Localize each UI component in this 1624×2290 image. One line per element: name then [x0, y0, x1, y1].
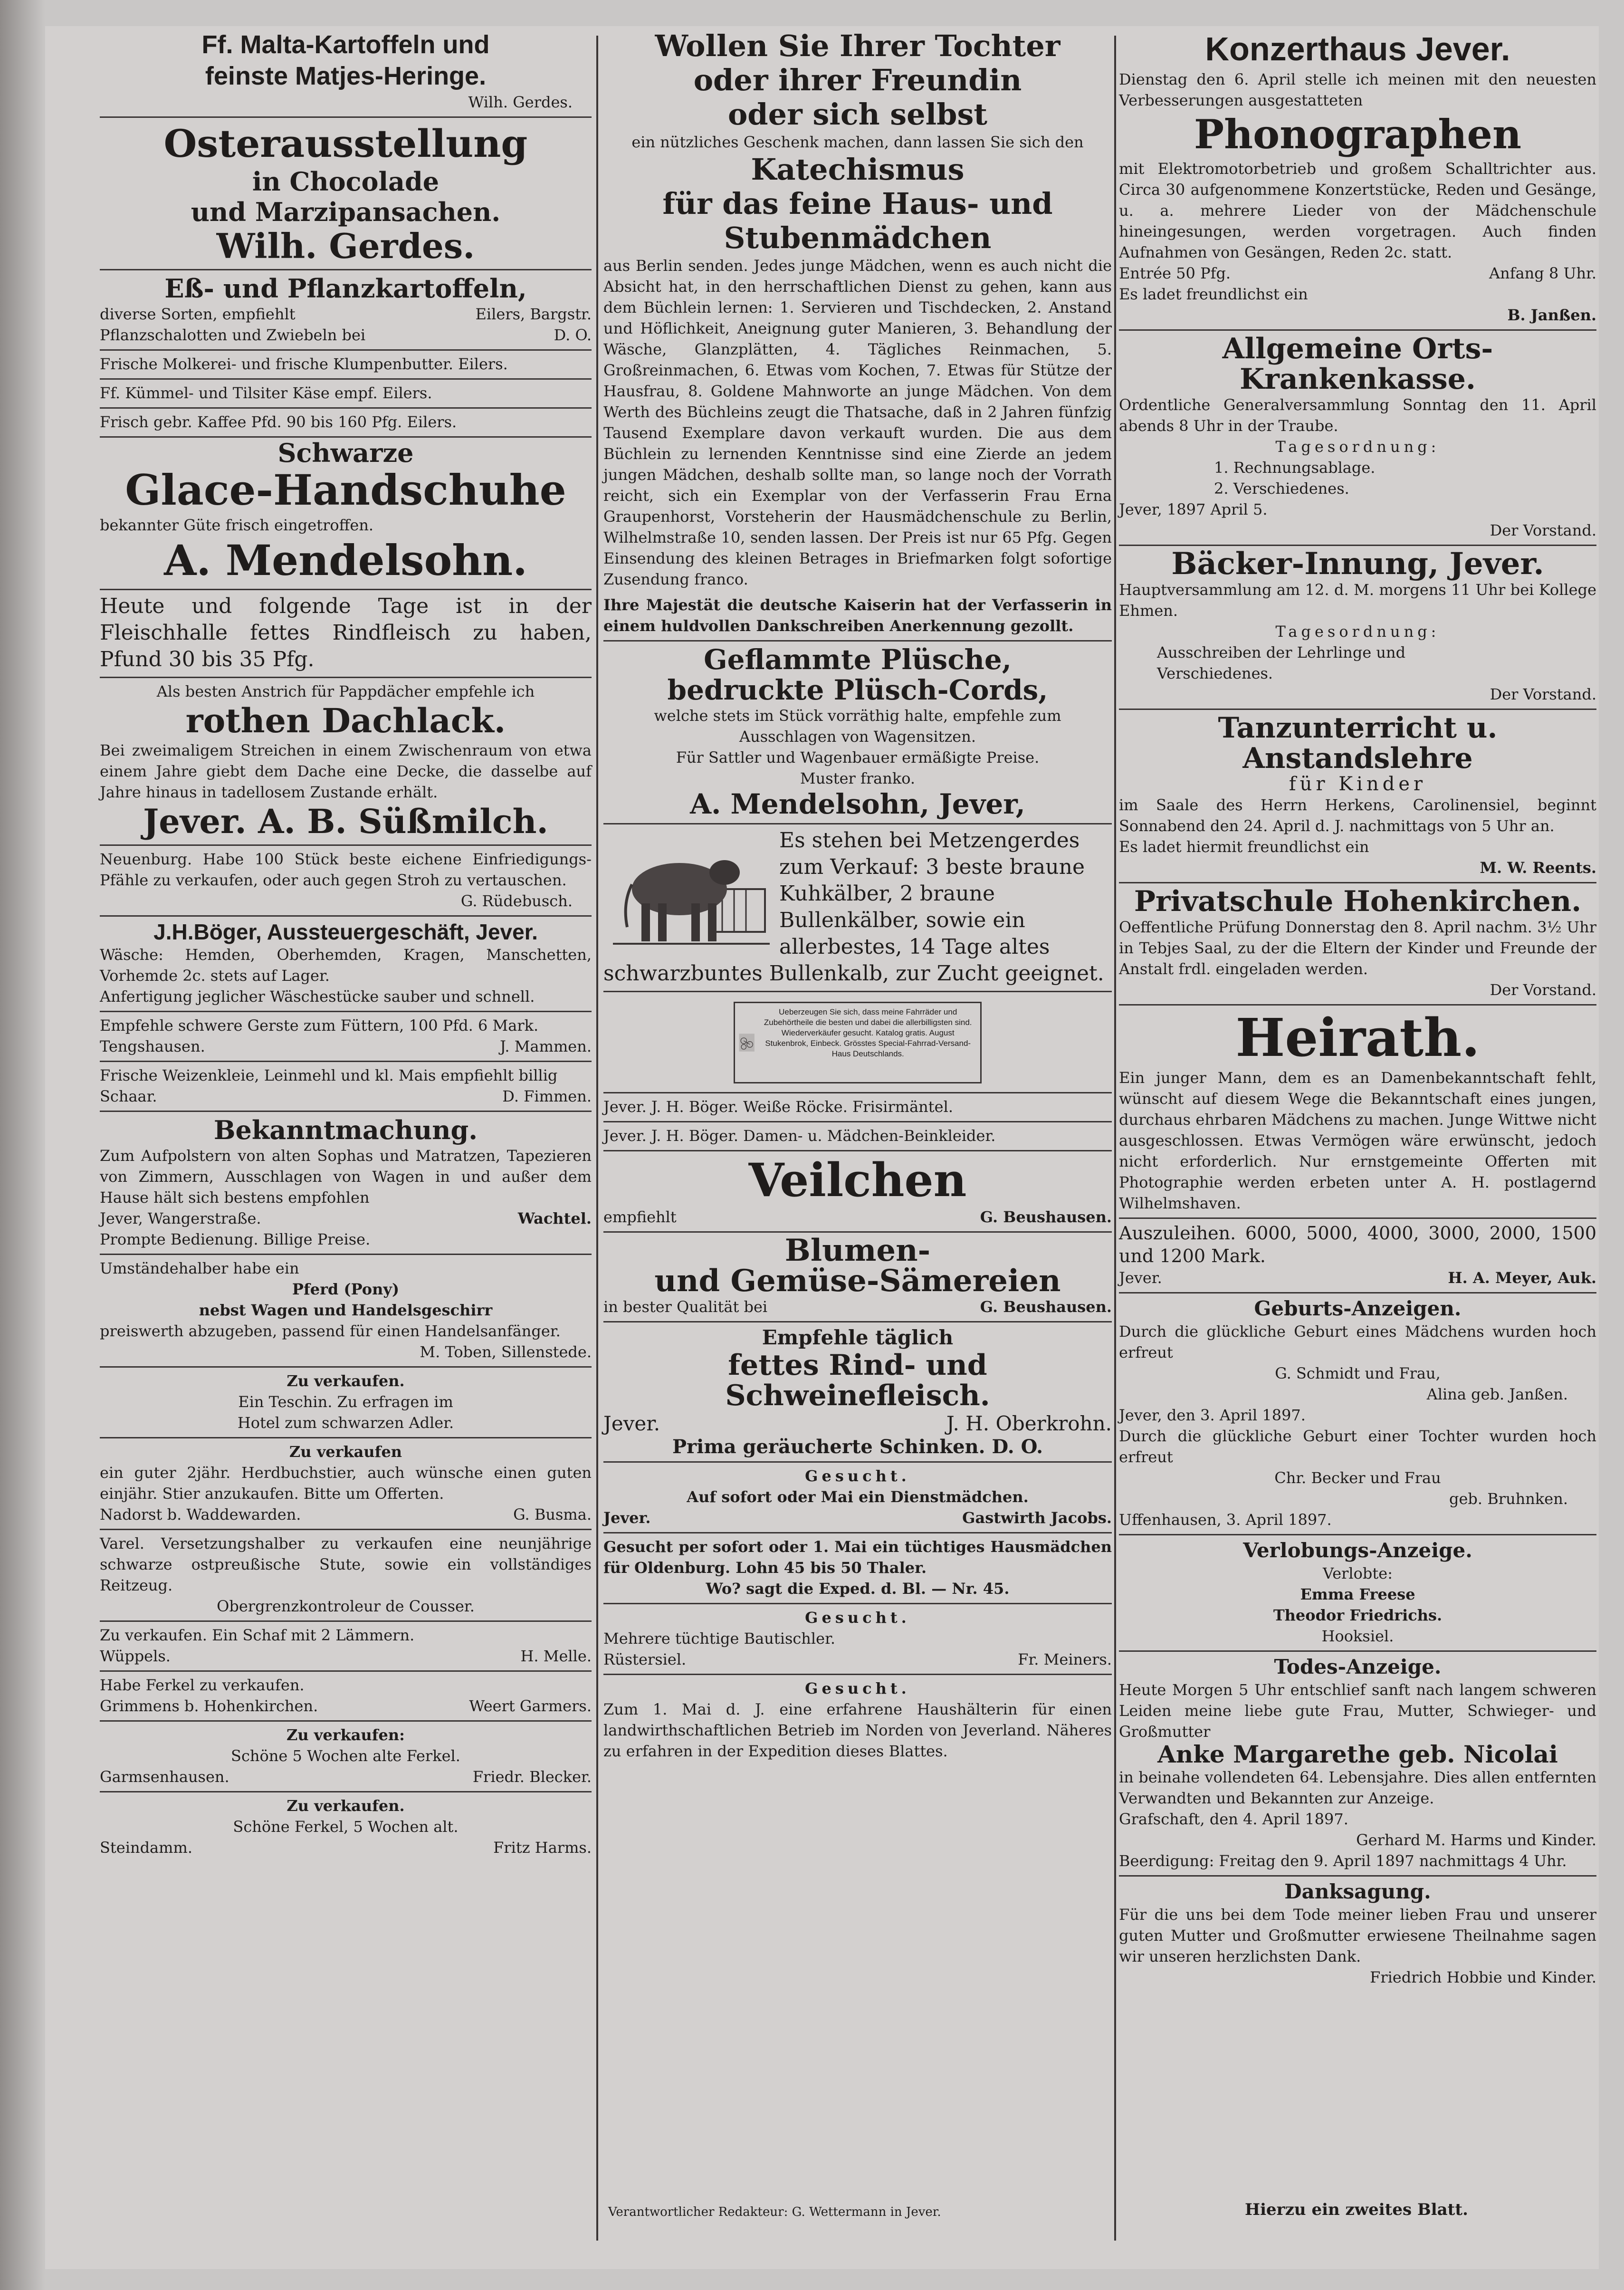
bicycle-stack-icon: [739, 1007, 755, 1078]
ad-place: Jever.: [603, 1509, 651, 1527]
ad-privatschule: [1119, 883, 1596, 1006]
ad-place: Schaar.: [100, 1087, 157, 1105]
ad-auszuleihen: [1119, 1219, 1596, 1294]
ad-text: Verschiedenes.: [1157, 664, 1273, 682]
ad-text: Anfertigung jeglicher Wäschestücke sauber und schnell.: [100, 987, 535, 1006]
ad-text: Neuenburg. Habe 100 Stück beste eichene Einfriedigungs-Pfähle zu verkaufen, oder auch gegen Stroh zu vertauschen.: [100, 850, 592, 889]
ad-signature: H. Melle.: [520, 1647, 592, 1665]
ad-signature: J. Mammen.: [500, 1037, 592, 1055]
ad-text: 2. Verschiedenes.: [1214, 479, 1349, 498]
ad-text: empfiehlt: [603, 1208, 677, 1226]
ad-konzerthaus: [1119, 26, 1596, 331]
ad-tanzunterricht: [1119, 710, 1596, 883]
ad-title: Ff. Malta-Kartoffeln und: [201, 30, 490, 59]
ad-title: Katechismus: [751, 152, 965, 187]
ad-text: Ausschreiben der Lehrlinge und: [1157, 643, 1406, 661]
ad-title: Phonographen: [1194, 111, 1522, 158]
ad-text: Für die uns bei dem Tode meiner lieben Frau und unserer guten Mutter und Großmutter erwiesene Theilnahme sagen wir unseren herzlichsten Dank.: [1119, 1906, 1596, 1965]
ad-signature: A. Mendelsohn.: [164, 536, 527, 585]
ad-katechismus: [603, 26, 1112, 642]
ad-text: ein guter 2jähr. Herdbuchstier, auch wünsche einen guten einjähr. Stier anzukaufen. Bitte um Offerten.: [100, 1464, 592, 1503]
ad-signature: Gerhard M. Harms und Kinder.: [1356, 1831, 1596, 1849]
ad-text: Ein Teschin. Zu erfragen im: [238, 1393, 453, 1411]
ad-text: Dienstag den 6. April stelle ich meinen mit den neuesten Verbesserungen ausgestatteten: [1119, 70, 1596, 109]
ad-text: Alina geb. Janßen.: [1426, 1385, 1568, 1403]
ad-text: Chr. Becker und Frau: [1274, 1469, 1441, 1487]
ad-text: Muster franko.: [800, 769, 916, 787]
ad-text: Es ladet freundlichst ein: [1119, 285, 1308, 303]
ad-text: Prima geräucherte Schinken. D. O.: [672, 1436, 1043, 1458]
ad-kaelber: [603, 824, 1112, 992]
ad-heirath: [1119, 1006, 1596, 1219]
ad-signature: G. Beushausen.: [980, 1208, 1112, 1226]
ad-title: Zu verkaufen.: [287, 1372, 405, 1390]
ad-text: Frische Molkerei- und frische Klumpenbutter. Eilers.: [100, 355, 508, 373]
column-rule: [1114, 36, 1116, 2241]
ad-text: Schöne 5 Wochen alte Ferkel.: [231, 1747, 460, 1765]
ad-signature: M. Toben, Sillenstede.: [420, 1343, 592, 1361]
ad-text: Gesucht per sofort oder 1. Mai ein tüchtiges Hausmädchen für Oldenburg. Lohn 45 bis 50 Thaler.: [603, 1538, 1112, 1577]
ad-text: Umständehalber habe ein: [100, 1259, 299, 1277]
ad-text: Ueberzeugen Sie sich, dass meine Fahrräder und Zubehörtheile die besten und dabei die allerbilligsten sind. Wiederverkäufer gesucht. Katalog gratis. August Stukenbrok, Einbeck. Grösstes Special-Fahrrad-Versand-Haus Deutschlands.: [764, 1007, 972, 1058]
fahrrad-box: [734, 1002, 982, 1083]
ad-pferd: [100, 1255, 592, 1368]
ad-title: Veilchen: [748, 1153, 967, 1207]
ad-text: Wäsche: Hemden, Oberhemden, Kragen, Manschetten, Vorhemde 2c. stets auf Lager.: [100, 946, 592, 985]
ad-title: Heirath.: [1235, 1007, 1480, 1068]
ad-ferkel: [100, 1672, 592, 1722]
ad-place: Jever.: [1119, 1269, 1162, 1287]
ad-signature: Der Vorstand.: [1490, 981, 1596, 999]
ad-text: Ff. Kümmel- und Tilsiter Käse empf. Eilers.: [100, 384, 432, 402]
ad-title: feinste Matjes-Heringe.: [205, 62, 487, 90]
ad-verkauf-teschin: [100, 1368, 592, 1438]
ad-text: Durch die glückliche Geburt einer Tochter wurden hoch erfreut: [1119, 1427, 1596, 1466]
ad-note: Ihre Majestät die deutsche Kaiserin hat der Verfasserin in einem huldvollen Dankschreiben Anerkennung gezollt.: [603, 596, 1112, 635]
ad-signature: Der Vorstand.: [1490, 685, 1596, 703]
ad-signature: J. H. Oberkrohn.: [946, 1412, 1112, 1435]
ad-title: Tanzunterricht u. Anstandslehre: [1218, 711, 1498, 775]
ad-malta: [100, 26, 592, 118]
ad-text: Hauptversammlung am 12. d. M. morgens 11 Uhr bei Kollege Ehmen.: [1119, 581, 1596, 620]
ad-kartoffeln: [100, 270, 592, 351]
ad-text: ein nützliches Geschenk machen, dann lassen Sie sich den: [631, 133, 1084, 151]
ad-boeger: [100, 917, 592, 1012]
ad-signature: Fr. Meiners.: [1018, 1650, 1112, 1668]
ad-bekanntmachung: [100, 1112, 592, 1255]
ad-text: Auf sofort oder Mai ein Dienstmädchen.: [687, 1488, 1029, 1506]
ad-text: Mehrere tüchtige Bautischler.: [603, 1629, 836, 1648]
ad-text: Hooksiel.: [1321, 1627, 1394, 1645]
ad-rindfleisch: [603, 1322, 1112, 1463]
ad-title: Gesucht.: [805, 1467, 910, 1485]
ad-title: oder sich selbst: [727, 97, 988, 132]
supplement-note: Hierzu ein zweites Blatt.: [1245, 2200, 1468, 2219]
ad-signature: B. Janßen.: [1507, 306, 1596, 324]
ad-gerste: [100, 1012, 592, 1062]
ad-title: Privatschule Hohenkirchen.: [1134, 885, 1582, 918]
ad-text: Theodor Friedrichs.: [1273, 1606, 1442, 1624]
column-right: [1119, 26, 1596, 2269]
ad-geburt: [1119, 1294, 1596, 1535]
ad-danksagung: [1119, 1877, 1596, 1992]
ad-text: Für Sattler und Wagenbauer ermäßigte Preise.: [676, 748, 1040, 767]
ad-text: aus Berlin senden. Jedes junge Mädchen, wenn es auch nicht die Absicht hat, in den herrschaftlichen Dienst zu gehen, kann aus dem Büchlein lernen: 1. Servieren und Tischdecken, 2. Anstand und Höflichkeit, Aneignung guter Manieren, 3. Behandlung der Wäsche, Glanzplätten, 4. Tägliches Reinmachen, 5. Großreinmachen, 6. Etwas vom Kochen, 7. Etwas für Stütze der Hausfrau, 8. Goldene Mahnworte an junge Mädchen. Von dem Werth des Büchleins zeugt die Thatsache, daß in 2 Jahren fünfzig Tausend Exemplare davon verkauft wurden. Die aus dem Büchlein zu lernenden Kenntnisse sind eine Zierde an jedem jungen Mädchen, deshalb sollte man, so lange noch der Vorrath reicht, sich ein Exemplar von der Verfasserin Frau Erna Graupenhorst, Vorsteherin der Hausmädchenschule zu Berlin, Wilhelmstraße 10, senden lassen. Der Preis ist nur 65 Pfg. Gegen Einsendung des kleinen Betrages in Briefmarken folgt sofortige Zusendung franco.: [603, 257, 1112, 588]
ad-signature: Wilh. Gerdes.: [468, 93, 573, 111]
ad-text: Pflanzschalotten und Zwiebeln bei: [100, 326, 366, 344]
ad-text: bekannter Güte frisch eingetroffen.: [100, 516, 374, 534]
ad-gesucht-haushaelterin: [603, 1675, 1112, 1765]
ad-title: Geflammte Plüsche,: [704, 643, 1012, 676]
ad-baecker-innung: [1119, 546, 1596, 710]
ad-title: oder ihrer Freundin: [693, 63, 1022, 97]
ad-title: Stubenmädchen: [724, 220, 992, 255]
column-left: [100, 26, 592, 2269]
ad-title: Gesucht.: [805, 1679, 910, 1697]
ad-text: Als besten Anstrich für Pappdächer empfehle ich: [156, 682, 535, 700]
ad-text: Entrée 50 Pfg.: [1119, 264, 1231, 282]
ad-text: Frisch gebr. Kaffee Pfd. 90 bis 160 Pfg. Eilers.: [100, 413, 457, 431]
ad-title: Zu verkaufen: [289, 1443, 402, 1461]
ad-title: Allgemeine Orts-Krankenkasse.: [1222, 332, 1493, 396]
column-middle: [603, 26, 1112, 2269]
ad-text: Heute und folgende Tage ist in der Fleischhalle fettes Rindfleisch zu haben, Pfund 30 bis 35 Pfg.: [100, 594, 592, 671]
ad-place: Garmsenhausen.: [100, 1768, 229, 1786]
ad-subtitle: Schwarze: [277, 438, 414, 468]
ad-text: Emma Freese: [1300, 1585, 1415, 1603]
ad-title: Glace-Handschuhe: [125, 465, 566, 515]
ad-signature: G. Busma.: [513, 1505, 592, 1523]
ad-schaf: [100, 1622, 592, 1672]
ad-place: Nadorst b. Waddewarden.: [100, 1505, 301, 1523]
ad-text: Beerdigung: Freitag den 9. April 1897 nachmittags 4 Uhr.: [1119, 1852, 1567, 1870]
ad-text: diverse Sorten, empfiehlt: [100, 305, 296, 323]
ad-title: für das feine Haus- und: [662, 186, 1053, 221]
ad-title: und Gemüse-Sämereien: [654, 1263, 1061, 1299]
ad-signature: Wilh. Gerdes.: [216, 226, 475, 266]
ad-signature: Jever. A. B. Süßmilch.: [143, 802, 548, 841]
ad-signature: Friedr. Blecker.: [472, 1768, 592, 1786]
ad-verkauf-stier: [100, 1438, 592, 1530]
ad-title: J.H.Böger, Aussteuergeschäft, Jever.: [153, 920, 538, 944]
ad-ferkel: [100, 1722, 592, 1792]
ad-text: mit Elektromotorbetrieb und großem Schalltrichter aus. Circa 30 aufgenommene Konzertstücke, Reden und Gesänge, u. a. mehrere Lieder von der Mädchenschule hineingesungen, werden vorgetragen. Auch finden Aufnahmen von Gesängen, Reden 2c. statt.: [1119, 160, 1596, 261]
ad-subtitle: und Marzipansachen.: [191, 197, 501, 227]
ad-signature: H. A. Meyer, Auk.: [1448, 1269, 1596, 1287]
ad-text: in beinahe vollendeten 64. Lebensjahre. Dies allen entfernten Verwandten und Bekannten zur Anzeige.: [1119, 1768, 1596, 1807]
ad-krankenkasse: [1119, 331, 1596, 546]
ad-signature: Wachtel.: [517, 1209, 592, 1227]
ad-place: Grimmens b. Hohenkirchen.: [100, 1697, 318, 1715]
ad-text: Jever, 1897 April 5.: [1119, 500, 1268, 518]
ad-text: preiswerth abzugeben, passend für einen Handelsanfänger.: [100, 1322, 561, 1340]
ad-text: Wo? sagt die Exped. d. Bl. — Nr. 45.: [706, 1580, 1010, 1598]
ad-title: Eß- und Pflanzkartoffeln,: [164, 273, 527, 304]
ad-text: Bei zweimaligem Streichen in einem Zwischenraum von etwa einem Jahre giebt dem Dache eine Decke, die dasselbe auf Jahre hinaus in tadellosem Zustande erhält.: [100, 741, 592, 801]
ad-gesucht-hausmaedchen: [603, 1533, 1112, 1604]
ad-fleischhalle: [100, 590, 592, 678]
ad-subtitle: in Chocolade: [252, 166, 439, 197]
ad-kaffee: [100, 409, 592, 438]
ad-pluesch: [603, 642, 1112, 824]
ad-text: Verlobte:: [1323, 1564, 1393, 1582]
ad-place: Tengshausen.: [100, 1037, 205, 1055]
editor-imprint: Verantwortlicher Redakteur: G. Wettermann in Jever.: [608, 2205, 941, 2219]
ad-title: Bäcker-Innung, Jever.: [1171, 546, 1544, 582]
ad-text: Uffenhausen, 3. April 1897.: [1119, 1511, 1332, 1529]
ad-text: Varel. Versetzungshalber zu verkaufen eine neunjährige schwarze ostpreußische Stute, sowie ein vollständiges Reitzeug.: [100, 1534, 592, 1594]
ad-text: Ordentliche Generalversammlung Sonntag den 11. April abends 8 Uhr in der Traube.: [1119, 396, 1596, 435]
ad-text: Habe Ferkel zu verkaufen.: [100, 1676, 305, 1694]
ad-text: Prompte Bedienung. Billige Preise.: [100, 1230, 371, 1248]
ad-title: Konzerthaus Jever.: [1205, 30, 1510, 67]
ad-osterausstellung: [100, 118, 592, 270]
column-rule: [596, 36, 598, 2241]
ad-text: Pferd (Pony): [292, 1280, 400, 1298]
ad-name: Anke Margarethe geb. Nicolai: [1157, 1740, 1558, 1768]
ad-title: Todes-Anzeige.: [1274, 1655, 1442, 1678]
ad-subtitle: Empfehle täglich: [762, 1326, 954, 1349]
ad-varel: [100, 1530, 592, 1622]
ad-text: im Saale des Herrn Herkens, Carolinensiel, beginnt Sonnabend den 24. April d. J. nachmittags von 5 Uhr an.: [1119, 796, 1596, 835]
ad-signature: Weert Garmers.: [469, 1697, 592, 1715]
ad-signature: Friedrich Hobbie und Kinder.: [1370, 1968, 1596, 1986]
page-binding-shadow: [0, 0, 45, 2290]
ad-signature: Eilers, Bargstr.: [475, 305, 592, 323]
ad-pfaehle: [100, 846, 592, 917]
ad-signature: G. Beushausen.: [980, 1298, 1112, 1316]
ad-place: Jever.: [603, 1412, 660, 1435]
ad-text: Heute Morgen 5 Uhr entschlief sanft nach langem schweren Leiden meine liebe gute Frau, Mutter, Schwieger- und Großmutter: [1119, 1681, 1596, 1741]
ad-text: Durch die glückliche Geburt eines Mädchens wurden hoch erfreut: [1119, 1322, 1596, 1361]
ad-fahrrad: [603, 992, 1112, 1093]
ad-title: fettes Rind- und: [728, 1349, 987, 1382]
ad-text: Schöne Ferkel, 5 Wochen alt.: [233, 1818, 459, 1836]
ad-text: nebst Wagen und Handelsgeschirr: [199, 1301, 493, 1319]
ad-ferkel: [100, 1792, 592, 1862]
ad-text: Jever. J. H. Böger. Damen- u. Mädchen-Beinkleider.: [603, 1127, 996, 1145]
ad-text: Grafschaft, den 4. April 1897.: [1119, 1810, 1348, 1828]
ad-kaese: [100, 380, 592, 409]
ad-text: Jever. J. H. Böger. Weiße Röcke. Frisirmäntel.: [603, 1098, 953, 1116]
ad-signature: D. O.: [554, 326, 592, 344]
ad-signature: M. W. Reents.: [1480, 859, 1596, 877]
ad-place: Jever, Wangerstraße.: [100, 1209, 261, 1227]
ad-text: Frische Weizenkleie, Leinmehl und kl. Mais empfiehlt billig: [100, 1066, 558, 1084]
ad-text: G. Schmidt und Frau,: [1275, 1364, 1441, 1382]
ad-title: Verlobungs-Anzeige.: [1243, 1539, 1472, 1562]
ad-verlobung: [1119, 1535, 1596, 1652]
ad-text: Auszuleihen. 6000, 5000, 4000, 3000, 2000, 1500 und 1200 Mark.: [1119, 1223, 1596, 1266]
ad-title: Osterausstellung: [163, 121, 528, 166]
ad-text: Zum 1. Mai d. J. eine erfahrene Haushälterin für einen landwirthschaftlichen Betrieb im Norden von Jeverland. Näheres zu erfahren in der Expedition dieses Blattes.: [603, 1700, 1112, 1760]
ad-text: geb. Bruhnken.: [1449, 1490, 1568, 1508]
ad-place: Wüppels.: [100, 1647, 171, 1665]
ad-title: Zu verkaufen.: [287, 1797, 405, 1815]
ad-title: Wollen Sie Ihrer Tochter: [655, 29, 1060, 63]
ad-saemereien: [603, 1233, 1112, 1322]
ad-text: Hotel zum schwarzen Adler.: [237, 1414, 454, 1432]
ad-text: welche stets im Stück vorräthig halte, empfehle zum Ausschlagen von Wagensitzen.: [654, 707, 1061, 746]
ad-signature: Fritz Harms.: [493, 1839, 592, 1857]
ad-gesucht-bautischler: [603, 1604, 1112, 1675]
ad-signature: Gastwirth Jacobs.: [962, 1509, 1112, 1527]
ad-title: Gesucht.: [805, 1609, 910, 1627]
ad-signature: A. Mendelsohn, Jever,: [690, 788, 1025, 820]
cow-illustration: [613, 832, 770, 956]
ad-boeger-roecke: [603, 1093, 1112, 1122]
ad-kleie: [100, 1062, 592, 1112]
ad-place: Rüstersiel.: [603, 1650, 687, 1668]
ad-text: Zu verkaufen. Ein Schaf mit 2 Lämmern.: [100, 1626, 415, 1644]
ad-text: Jever, den 3. April 1897.: [1119, 1406, 1306, 1424]
ad-title: Bekanntmachung.: [213, 1115, 478, 1145]
ad-place: Steindamm.: [100, 1839, 192, 1857]
ad-title: rothen Dachlack.: [185, 701, 506, 740]
ad-gesucht-dienstmaedchen: [603, 1463, 1112, 1533]
ad-text: Empfehle schwere Gerste zum Füttern, 100 Pfd. 6 Mark.: [100, 1016, 539, 1035]
ad-title: Danksagung.: [1284, 1880, 1431, 1903]
ad-signature: Der Vorstand.: [1490, 521, 1596, 539]
ad-text: Ein junger Mann, dem es an Damenbekanntschaft fehlt, wünscht auf diesem Wege die Bekanntschaft eines jungen, durchaus ehrbaren Mädchens zu machen. Junge Wittwe nicht ausgeschlossen. Etwas Vermögen wäre erwünscht, jedoch nicht erforderlich. Nur ernstgemeinte Offerten mit Photographie werden erbeten unter A. H. postlagernd Wilhelmshaven.: [1119, 1069, 1596, 1212]
ad-text: Zum Aufpolstern von alten Sophas und Matratzen, Tapezieren von Zimmern, Ausschlagen von Wagen in und außer dem Hause hält sich bestens empfohlen: [100, 1147, 592, 1207]
ad-title: Blumen-: [784, 1233, 931, 1268]
ad-glace: [100, 438, 592, 590]
ad-title: Schweinefleisch.: [725, 1379, 990, 1412]
ad-subtitle: für Kinder: [1289, 773, 1427, 795]
ad-text: Tagesordnung:: [1275, 438, 1440, 456]
ad-todesanzeige: [1119, 1652, 1596, 1877]
ad-signature: Obergrenzkontroleur de Cousser.: [217, 1597, 475, 1615]
ad-text: Oeffentliche Prüfung Donnerstag den 8. April nachm. 3½ Uhr in Tebjes Saal, zu der die Eltern der Kinder und Freunde der Anstalt frdl. eingeladen werden.: [1119, 918, 1596, 978]
ad-text: in bester Qualität bei: [603, 1298, 768, 1316]
ad-veilchen: [603, 1151, 1112, 1233]
ad-molkerei: [100, 351, 592, 380]
ad-signature: D. Fimmen.: [502, 1087, 592, 1105]
ad-title: Zu verkaufen:: [287, 1726, 405, 1744]
ad-boeger-beinkleider: [603, 1122, 1112, 1151]
ad-title: Geburts-Anzeigen.: [1254, 1297, 1462, 1320]
newspaper-page: [45, 26, 1599, 2269]
ad-signature: G. Rüdebusch.: [460, 892, 573, 910]
ad-text: 1. Rechnungsablage.: [1214, 459, 1376, 477]
ad-dachlack: [100, 678, 592, 846]
ad-text: Tagesordnung:: [1275, 623, 1440, 641]
ad-text: Anfang 8 Uhr.: [1489, 264, 1596, 282]
ad-title: bedruckte Plüsch-Cords,: [667, 674, 1048, 706]
ad-text: Es ladet hiermit freundlichst ein: [1119, 838, 1369, 856]
ad-text: Es stehen bei Metzengerdes zum Verkauf: 3 beste braune Kuhkälber, 2 braune Bullenkälber, sowie ein allerbestes, 14 Tage altes schwarzbuntes Bullenkalb, zur Zucht geeignet.: [603, 828, 1104, 986]
